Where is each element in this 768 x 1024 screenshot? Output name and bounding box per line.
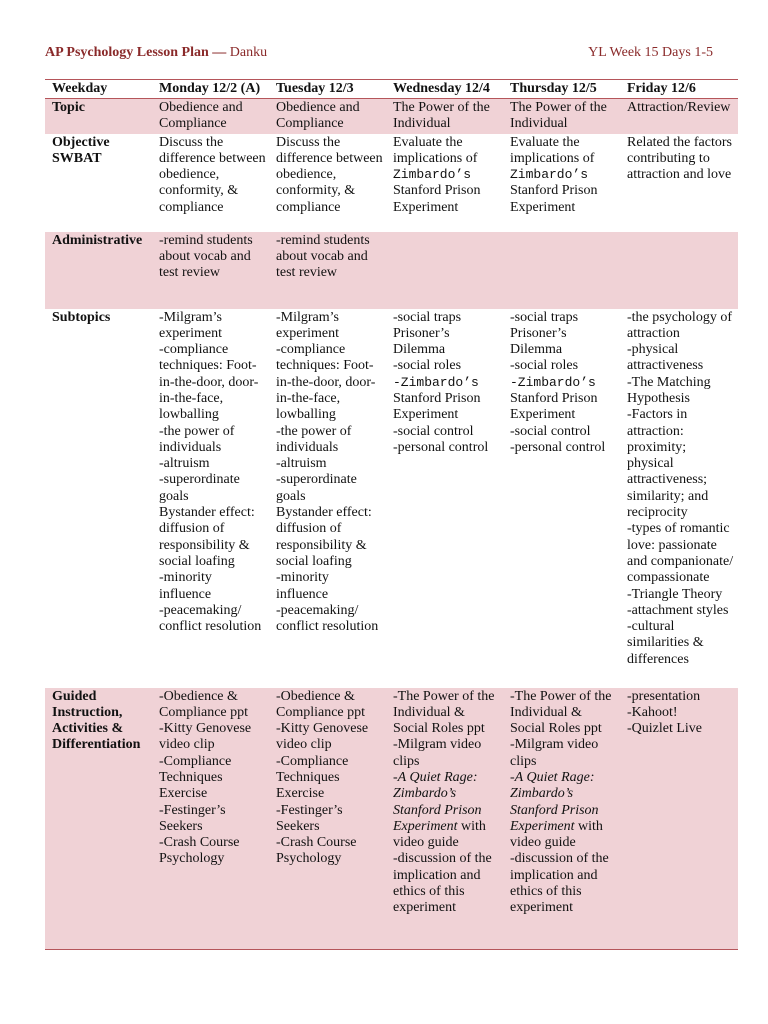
subtopic-item: Bystander effect: diffusion of responsibility & social loafing [159, 505, 255, 569]
subtopics-monday [152, 309, 269, 688]
guided-item: -Kitty Genovese video clip [276, 721, 369, 753]
guided-item: -discussion of the implication and ethics of this experiment [393, 851, 492, 916]
objective-row [45, 134, 738, 232]
subtopic-item: Stanford Prison Experiment [393, 390, 481, 423]
administrative-row [45, 232, 738, 309]
subtopic-item: -minority influence [159, 570, 212, 602]
document-title [45, 45, 267, 61]
guided-dash: - [510, 769, 515, 785]
subtopic-item: -The Matching Hypothesis [627, 374, 711, 406]
subtopic-item: -social traps Prisoner’s Dilemma [510, 309, 579, 358]
guided-item [510, 770, 618, 851]
header-tuesday: Tuesday 12/3 [269, 80, 386, 99]
subtopic-item: -types of romantic love: passionate and companionate/ compassionate [627, 521, 734, 586]
subtopic-item: -social control [510, 423, 591, 439]
objective-monday: Discuss the difference between obedience, conformity, & compliance [159, 134, 266, 215]
administrative-tuesday: -remind students about vocab and test review [269, 232, 386, 309]
subtopic-item: -peacemaking/ conflict resolution [276, 602, 379, 635]
subtopic-item: -superordinate goals [276, 472, 357, 504]
subtopic-item: -the power of individuals [276, 423, 352, 455]
guided-wednesday [386, 688, 503, 950]
guided-item: -Obedience & Compliance ppt [159, 688, 249, 720]
objective-label [45, 134, 152, 232]
topic-friday: Attraction/Review [620, 99, 738, 134]
subtopic-item: -social control [393, 423, 474, 439]
guided-item: -Obedience & Compliance ppt [276, 688, 366, 720]
topic-wednesday: The Power of the Individual [386, 99, 503, 134]
guided-item: -Kahoot! [627, 704, 678, 720]
objective-tuesday: Discuss the difference between obedience, conformity, & compliance [276, 134, 383, 215]
objective-label-line1: Objective [52, 134, 110, 150]
subtopic-item: -personal control [510, 439, 606, 455]
subtopics-label: Subtopics [52, 309, 111, 325]
topic-row [45, 99, 738, 134]
guided-item: -Crash Course Psychology [159, 835, 240, 867]
topic-thursday: The Power of the Individual [503, 99, 620, 134]
subtopic-item: -peacemaking/ conflict resolution [159, 602, 262, 635]
guided-item [393, 770, 501, 851]
subtopics-friday [620, 309, 738, 688]
objective-text: Stanford Prison Experiment [510, 183, 598, 215]
header-monday: Monday 12/2 (A) [152, 80, 269, 99]
objective-friday: Related the factors contributing to attraction and love [627, 134, 732, 183]
week-label: YL Week 15 Days 1-5 [588, 45, 713, 60]
objective-wednesday [386, 134, 503, 232]
subtopic-item: Bystander effect: diffusion of responsibility & social loafing [276, 505, 372, 569]
guided-dash: - [393, 769, 398, 785]
guided-item: -Festinger’s Seekers [276, 802, 343, 834]
header-thursday: Thursday 12/5 [503, 80, 620, 99]
subtopic-item: -the power of individuals [159, 423, 235, 455]
guided-item: -The Power of the Individual & Social Roles ppt [510, 688, 612, 737]
objective-text: Evaluate the implications of [510, 134, 595, 166]
guided-row [45, 688, 738, 950]
header-weekday: Weekday [45, 80, 152, 99]
subtopic-item: -compliance techniques: Foot-in-the-door, door-in-the-face, lowballing [276, 342, 376, 423]
subtopic-item: -Milgram’s experiment [276, 309, 339, 341]
subtopic-item: -social roles [393, 358, 462, 374]
guided-item: -Crash Course Psychology [276, 835, 357, 867]
subtopic-item: Stanford Prison Experiment [510, 390, 598, 423]
topic-tuesday: Obedience and Compliance [269, 99, 386, 134]
guided-item: -The Power of the Individual & Social Roles ppt [393, 688, 495, 737]
administrative-friday [620, 232, 738, 309]
subtopic-item: -Zimbardo’s [510, 374, 596, 390]
lesson-plan-table [45, 79, 738, 950]
page-header [45, 45, 713, 65]
topic-label: Topic [45, 99, 152, 134]
guided-text: with video guide [510, 818, 603, 851]
film-title: A Quiet Rage: Zimbardo’s Stanford Prison Experiment [510, 769, 599, 834]
guided-thursday [503, 688, 620, 950]
subtopic-item: -the psychology of attraction [627, 309, 732, 341]
subtopics-tuesday [269, 309, 386, 688]
administrative-monday: -remind students about vocab and test review [152, 232, 269, 309]
subtopics-wednesday [386, 309, 503, 688]
guided-item: -Compliance Techniques Exercise [159, 753, 232, 802]
subtopics-row [45, 309, 738, 688]
subtopic-item: -Milgram’s experiment [159, 309, 222, 341]
subtopic-item: -altruism [276, 456, 327, 472]
subtopic-item: -social traps Prisoner’s Dilemma [393, 309, 462, 358]
administrative-label: Administrative [45, 232, 152, 309]
objective-zimbardo: Zimbardo’s [510, 167, 589, 183]
objective-text: Stanford Prison Experiment [393, 183, 481, 215]
guided-item: -Compliance Techniques Exercise [276, 753, 349, 802]
subtopic-item: -Zimbardo’s [393, 374, 479, 390]
objective-thursday [503, 134, 620, 232]
objective-label-line2: SWBAT [52, 150, 102, 166]
guided-item: -Quizlet Live [627, 721, 703, 737]
subtopic-item: -personal control [393, 439, 489, 455]
guided-item: -Milgram video clips [393, 737, 482, 769]
header-row [45, 80, 738, 99]
film-title: A Quiet Rage: Zimbardo’s Stanford Prison Experiment [393, 769, 482, 834]
subtopic-item: -superordinate goals [159, 472, 240, 504]
guided-item: -Milgram video clips [510, 737, 599, 769]
subtopic-item: -social roles [510, 358, 579, 374]
topic-monday: Obedience and Compliance [152, 99, 269, 134]
title-bold: AP Psychology Lesson Plan — [45, 45, 227, 60]
subtopic-item: -Factors in attraction: proximity; physical attractiveness; similarity; and reciprocity [627, 407, 709, 521]
administrative-wednesday [386, 232, 503, 309]
header-friday: Friday 12/6 [620, 80, 738, 99]
subtopic-item: -altruism [159, 456, 210, 472]
guided-item: -Kitty Genovese video clip [159, 721, 252, 753]
guided-item: -discussion of the implication and ethics of this experiment [510, 851, 609, 916]
guided-text: with video guide [393, 818, 486, 851]
subtopic-item: -cultural similarities & differences [627, 619, 704, 667]
objective-text: Evaluate the implications of [393, 134, 478, 166]
guided-item: -Festinger’s Seekers [159, 802, 226, 834]
header-wednesday: Wednesday 12/4 [386, 80, 503, 99]
guided-friday [620, 688, 738, 950]
guided-monday [152, 688, 269, 950]
administrative-thursday [503, 232, 620, 309]
subtopic-item: -attachment styles [627, 602, 729, 618]
objective-zimbardo: Zimbardo’s [393, 167, 472, 183]
subtopic-item: -compliance techniques: Foot-in-the-door, door-in-the-face, lowballing [159, 342, 259, 423]
subtopic-item: -Triangle Theory [627, 586, 723, 602]
subtopics-thursday [503, 309, 620, 688]
subtopic-item: -minority influence [276, 570, 329, 602]
guided-tuesday [269, 688, 386, 950]
guided-item: -presentation [627, 688, 701, 704]
guided-label: Guided Instruction, Activities & Differentiation [45, 688, 152, 950]
title-author: Danku [226, 45, 268, 60]
subtopic-item: -physical attractiveness [627, 342, 704, 374]
